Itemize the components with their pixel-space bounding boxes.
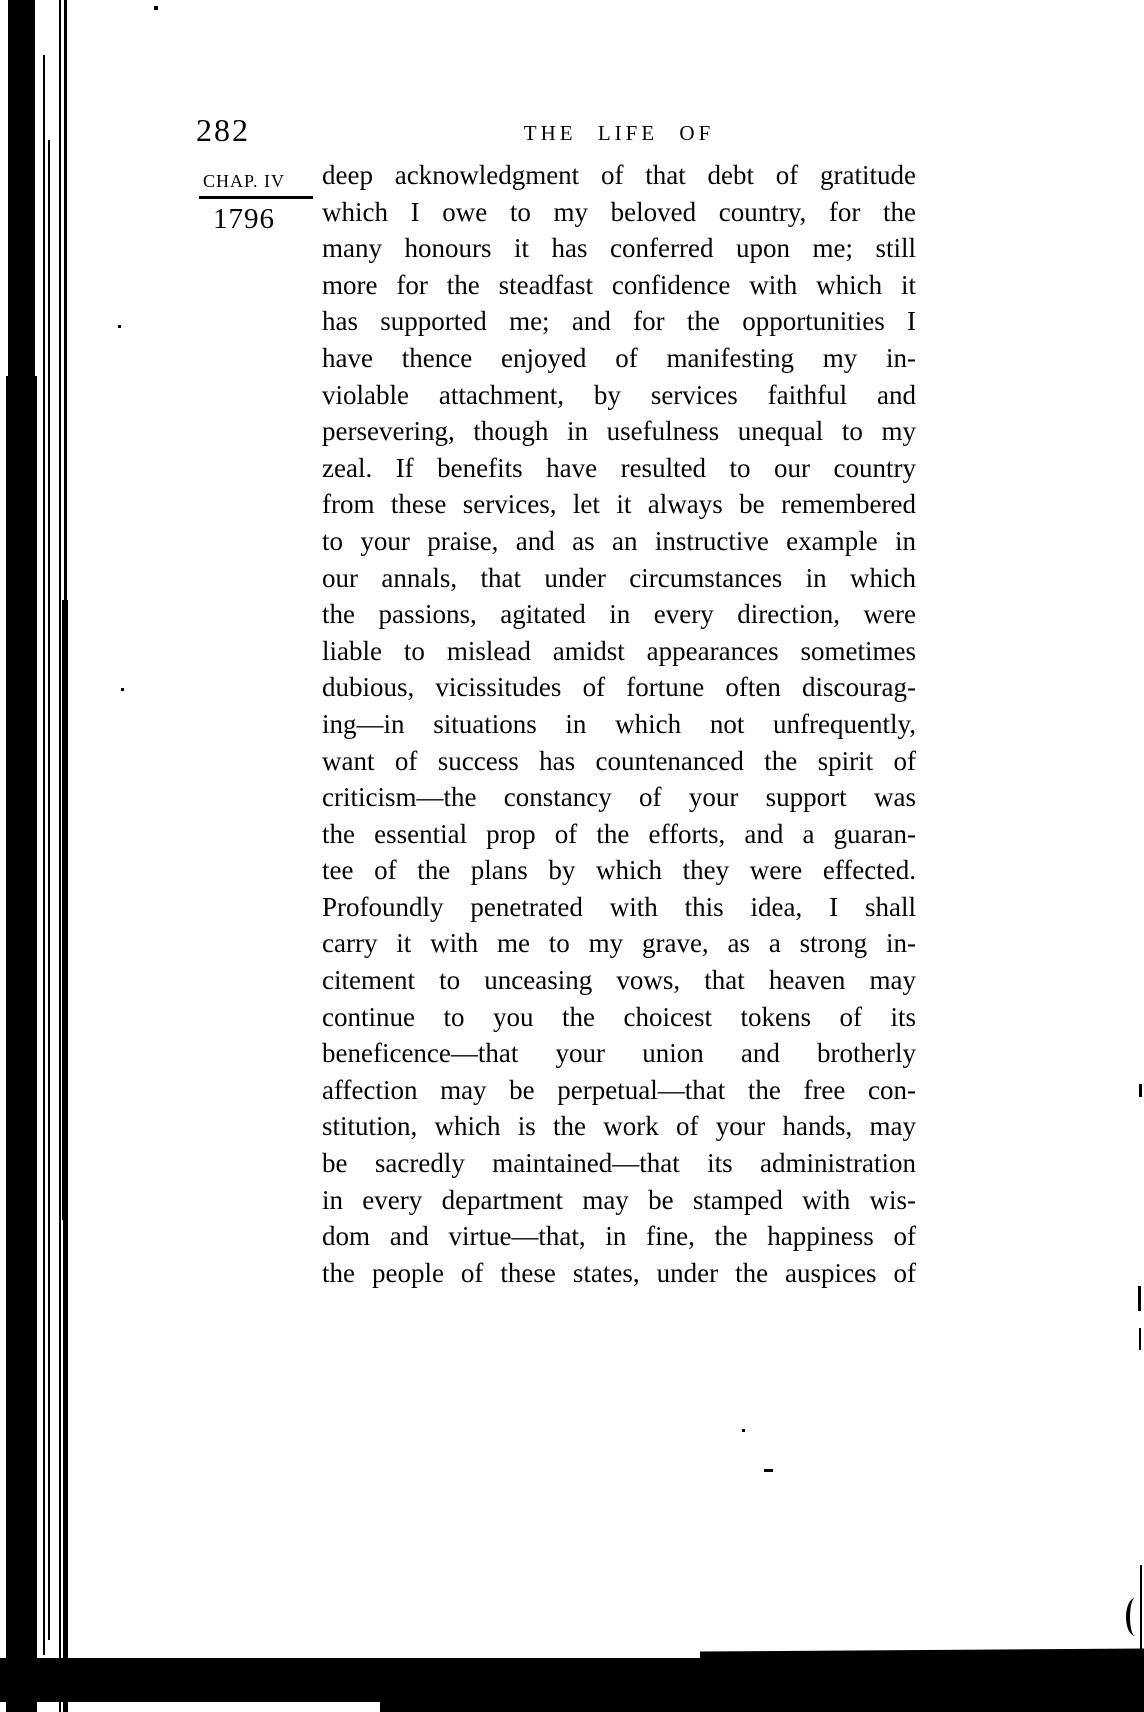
- body-line: carry it with me to my grave, as a strong in-: [322, 928, 916, 959]
- body-line: have thence enjoyed of manifesting my in-: [322, 342, 916, 373]
- margin-year-label: 1796: [213, 203, 275, 235]
- body-text: [322, 157, 916, 1291]
- gutter-line: [48, 140, 50, 1640]
- scan-paren-mark: [1126, 1598, 1144, 1636]
- scan-mark: [1138, 1286, 1141, 1311]
- body-line: Profoundly penetrated with this idea, I shall: [322, 891, 916, 922]
- body-line: persevering, though in usefulness unequal to my: [322, 416, 916, 447]
- body-line: violable attachment, by services faithful and: [322, 379, 916, 410]
- gutter-line: [63, 1220, 68, 1712]
- gutter-line: [59, 0, 61, 1712]
- body-line: beneficence—that your union and brotherly: [322, 1038, 916, 1069]
- body-line: to your praise, and as an instructive example in: [322, 525, 916, 556]
- body-line: zeal. If benefits have resulted to our country: [322, 452, 916, 483]
- scan-mark: [1139, 1328, 1141, 1350]
- scan-speck: [764, 1469, 773, 1472]
- body-line: the essential prop of the efforts, and a guaran-: [322, 818, 916, 849]
- body-line: liable to mislead amidst appearances sometimes: [322, 635, 916, 666]
- gutter-shadow-band: [8, 0, 35, 376]
- gutter-shadow-band: [6, 376, 37, 1712]
- body-line: continue to you the choicest tokens of its: [322, 1001, 916, 1032]
- margin-chapter-label: CHAP. IV: [203, 171, 286, 191]
- body-line: want of success has countenanced the spirit of: [322, 745, 916, 776]
- body-line: the passions, agitated in every direction, were: [322, 599, 916, 630]
- bottom-scan-band: [380, 1700, 1144, 1712]
- body-line: dom and virtue—that, in fine, the happiness of: [322, 1221, 916, 1252]
- body-line: which I owe to my beloved country, for the: [322, 196, 916, 227]
- body-line: from these services, let it always be remembered: [322, 489, 916, 520]
- body-line: criticism—the constancy of your support was: [322, 782, 916, 813]
- bottom-scan-band: [0, 1658, 1144, 1702]
- body-line: many honours it has conferred upon me; still: [322, 233, 916, 264]
- body-line: affection may be perpetual—that the free con-: [322, 1074, 916, 1105]
- gutter-line: [64, 0, 67, 600]
- body-line: tee of the plans by which they were effected.: [322, 855, 916, 886]
- body-line: be sacredly maintained—that its administration: [322, 1148, 916, 1179]
- body-line: ing—in situations in which not unfrequently,: [322, 708, 916, 739]
- body-line: in every department may be stamped with wis-: [322, 1184, 916, 1215]
- body-line: our annals, that under circumstances in which: [322, 562, 916, 593]
- scan-speck: [742, 1429, 745, 1432]
- body-line: dubious, vicissitudes of fortune often discourag-: [322, 672, 916, 703]
- scan-mark: [1139, 1084, 1142, 1097]
- scan-speck: [121, 688, 124, 691]
- scan-speck: [154, 6, 158, 10]
- page-number: 282: [196, 112, 250, 148]
- body-line: citement to unceasing vows, that heaven may: [322, 965, 916, 996]
- scan-speck: [118, 325, 121, 328]
- body-line: has supported me; and for the opportunities I: [322, 306, 916, 337]
- gutter-line: [43, 55, 45, 1655]
- body-line: deep acknowledgment of that debt of gratitude: [322, 160, 916, 190]
- body-line: more for the steadfast confidence with which it: [322, 269, 916, 300]
- gutter-line: [62, 600, 68, 1220]
- body-line: stitution, which is the work of your hands, may: [322, 1111, 916, 1142]
- margin-rule: [199, 196, 313, 199]
- running-header: THE LIFE OF: [523, 121, 715, 145]
- body-line: the people of these states, under the auspices of: [322, 1257, 916, 1288]
